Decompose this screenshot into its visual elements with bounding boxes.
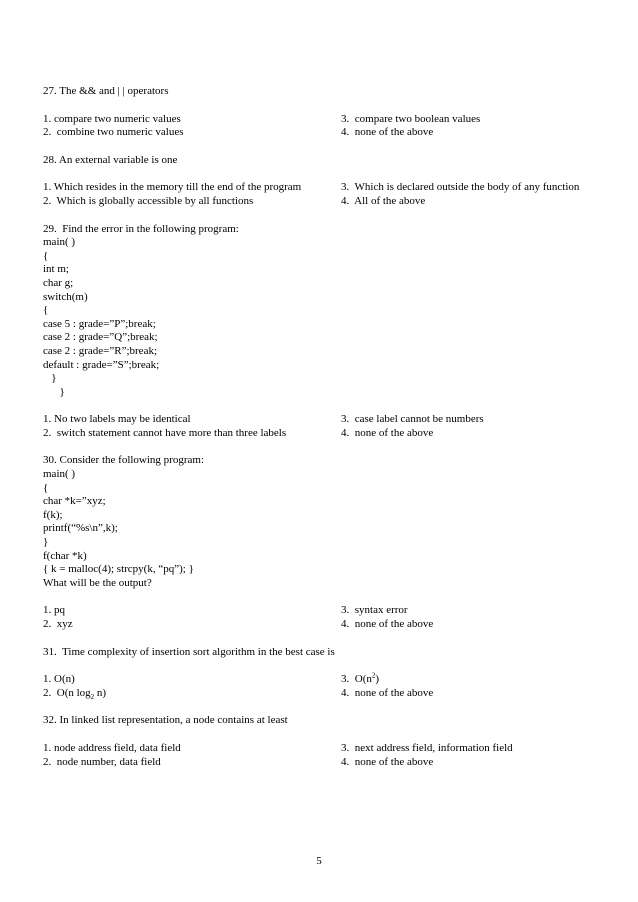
code-line: }	[43, 536, 49, 549]
option-1: 1. pq	[43, 604, 65, 617]
option-4: 4. none of the above	[341, 426, 434, 439]
option-3: 3. syntax error	[341, 604, 408, 617]
option-1: 1. node address field, data field	[43, 741, 181, 754]
option-2	[43, 687, 341, 701]
option-2: 2. node number, data field	[43, 755, 161, 768]
code-line: {	[43, 481, 49, 494]
code-line: What will be the output?	[43, 576, 152, 589]
code-line: switch(m)	[43, 290, 88, 303]
question-31	[43, 646, 613, 701]
options-right	[341, 113, 613, 140]
option-1: 1. No two labels may be identical	[43, 413, 191, 426]
option-1: 1. Which resides in the memory till the end of the program	[43, 181, 302, 194]
option-2-text: 2. O(n log	[43, 686, 91, 699]
options	[43, 604, 613, 631]
options-left	[43, 742, 341, 769]
code-line: }	[43, 385, 65, 398]
question-title: 30. Consider the following program:	[43, 454, 205, 467]
exponent-superscript: 2	[371, 671, 376, 680]
options-right	[341, 742, 613, 769]
code-line: main( )	[43, 236, 76, 249]
question-28	[43, 154, 613, 209]
options	[43, 113, 613, 140]
options-right	[341, 673, 613, 700]
code-line: case 5 : grade=”P”;break;	[43, 317, 156, 330]
option-3-tail: )	[375, 673, 380, 686]
log-base-subscript: 2	[90, 692, 95, 701]
options-right	[341, 604, 613, 631]
options	[43, 673, 613, 700]
question-title: 29. Find the error in the following program:	[43, 222, 239, 235]
code-line: { k = malloc(4); strcpy(k, “pq”); }	[43, 563, 194, 576]
code-line: char g;	[43, 276, 74, 289]
code-line: f(char *k)	[43, 549, 87, 562]
code-line: case 2 : grade=”R”;break;	[43, 344, 158, 357]
code-line: int m;	[43, 263, 69, 276]
code-line: default : grade=”S”;break;	[43, 358, 160, 371]
option-2: 2. combine two numeric values	[43, 126, 184, 139]
question-32	[43, 714, 613, 769]
code-block	[43, 236, 613, 399]
option-3: 3. case label cannot be numbers	[341, 413, 484, 426]
options-left	[43, 181, 341, 208]
options-right	[341, 413, 613, 440]
options	[43, 742, 613, 769]
option-3-text: 3. O(n	[341, 673, 372, 686]
code-line: {	[43, 304, 49, 317]
options-left	[43, 413, 341, 440]
option-3: 3. Which is declared outside the body of any function	[341, 181, 580, 194]
options-left	[43, 673, 341, 700]
question-title: 31. Time complexity of insertion sort algorithm in the best case is	[43, 645, 335, 658]
question-27	[43, 85, 613, 140]
option-2: 2. xyz	[43, 618, 73, 630]
question-title: 28. An external variable is one	[43, 153, 178, 166]
option-1: 1. compare two numeric values	[43, 112, 181, 125]
code-block	[43, 468, 613, 590]
options-right	[341, 181, 613, 208]
options-left	[43, 113, 341, 140]
code-line: main( )	[43, 468, 76, 481]
option-4: 4. All of the above	[341, 194, 426, 207]
code-line: {	[43, 249, 49, 262]
option-2-tail: n)	[94, 686, 107, 699]
option-3: 3. next address field, information field	[341, 741, 513, 754]
page-number: 5	[316, 855, 322, 867]
exam-page	[43, 85, 613, 783]
option-4: 4. none of the above	[341, 755, 434, 768]
question-title: 32. In linked list representation, a node contains at least	[43, 714, 288, 727]
code-line: case 2 : grade=”Q”;break;	[43, 331, 158, 344]
code-line: printf(“%s\n”,k);	[43, 522, 118, 535]
options	[43, 413, 613, 440]
option-3	[341, 673, 613, 687]
code-line: f(k);	[43, 508, 63, 521]
options-left	[43, 604, 341, 631]
question-29	[43, 223, 613, 441]
question-title: 27. The && and | | operators	[43, 85, 169, 97]
code-line: }	[43, 372, 57, 385]
option-2: 2. switch statement cannot have more than three labels	[43, 426, 287, 439]
option-2: 2. Which is globally accessible by all functions	[43, 194, 254, 207]
option-3: 3. compare two boolean values	[341, 112, 481, 125]
options	[43, 181, 613, 208]
code-line: char *k=”xyz;	[43, 495, 106, 508]
option-4: 4. none of the above	[341, 686, 434, 699]
option-1: 1. O(n)	[43, 673, 75, 686]
question-30	[43, 454, 613, 631]
option-4: 4. none of the above	[341, 126, 434, 139]
option-4: 4. none of the above	[341, 618, 434, 630]
